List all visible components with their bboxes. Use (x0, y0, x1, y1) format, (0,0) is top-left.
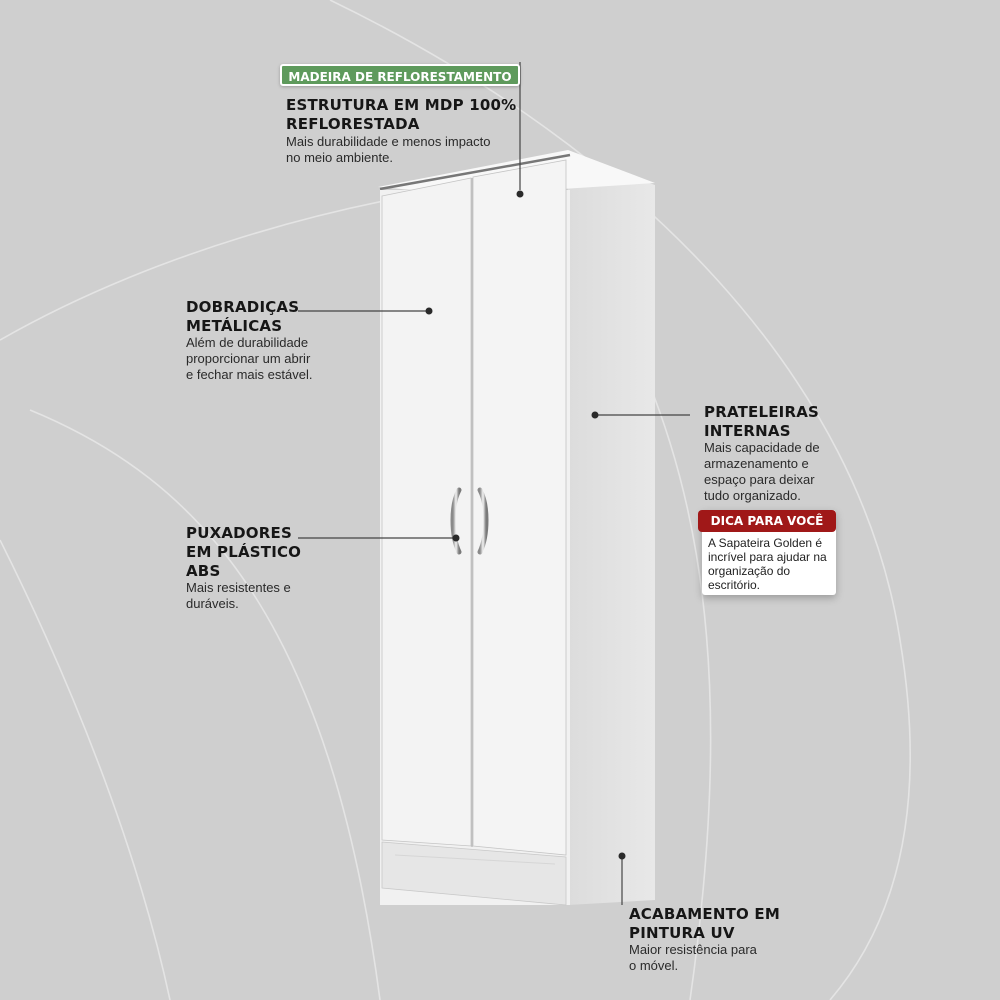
callout-dot-reforestation (517, 191, 524, 198)
shelves-desc-line4: tudo organizado. (704, 488, 801, 503)
shelves-desc-line3: espaço para deixar (704, 472, 815, 487)
handles-title-line1: PUXADORES (186, 524, 292, 542)
shelves-desc-line2: armazenamento e (704, 456, 809, 471)
tip-line1: A Sapateira Golden é (708, 536, 823, 550)
tip-card (702, 510, 836, 595)
wardrobe-cabinet (378, 150, 655, 905)
background-curve (0, 540, 170, 1000)
shelves-title-line1: PRATELEIRAS (704, 403, 820, 421)
shelves-title-line2: INTERNAS (704, 422, 791, 440)
hinges-desc-line1: Além de durabilidade (186, 335, 309, 350)
tip-line3: organização do (708, 564, 791, 578)
hinges-title-line2: METÁLICAS (186, 317, 283, 335)
reforestation-title-line2: REFLORESTADA (286, 115, 420, 133)
reforestation-desc-line2: no meio ambiente. (286, 150, 393, 165)
callout-dot-handles (453, 535, 460, 542)
callout-dot-shelves (592, 412, 599, 419)
door-left (382, 178, 471, 846)
hinges-desc-line2: proporcionar um abrir (186, 351, 311, 366)
handles-desc-line1: Mais resistentes e (186, 580, 291, 595)
handles-title-line2: EM PLÁSTICO (186, 543, 302, 561)
tip-tag: DICA PARA VOCÊ (698, 510, 836, 532)
reforestation-desc-line1: Mais durabilidade e menos impacto (286, 134, 491, 149)
finish-title-line2: PINTURA UV (629, 924, 735, 942)
cabinet-side (568, 155, 655, 905)
reforestation-tag: MADEIRA DE REFLORESTAMENTO (280, 64, 520, 86)
callout-dot-hinges (426, 308, 433, 315)
tip-line2: incrível para ajudar na (708, 550, 827, 564)
hinges-title-line1: DOBRADIÇAS (186, 298, 300, 316)
tip-text (708, 536, 836, 592)
reforestation-title-line1: ESTRUTURA EM MDP 100% (286, 96, 517, 114)
finish-title-line1: ACABAMENTO EM (629, 905, 780, 923)
background-curve (30, 410, 380, 1000)
hinges-desc-line3: e fechar mais estável. (186, 367, 313, 382)
handles-desc-line2: duráveis. (186, 596, 239, 611)
finish-desc-line1: Maior resistência para (629, 942, 757, 957)
callout-dot-finish (619, 853, 626, 860)
shelves-desc-line1: Mais capacidade de (704, 440, 820, 455)
finish-desc-line2: o móvel. (629, 958, 679, 973)
tip-line4: escritório. (708, 578, 761, 592)
handles-title-line3: ABS (186, 562, 221, 580)
